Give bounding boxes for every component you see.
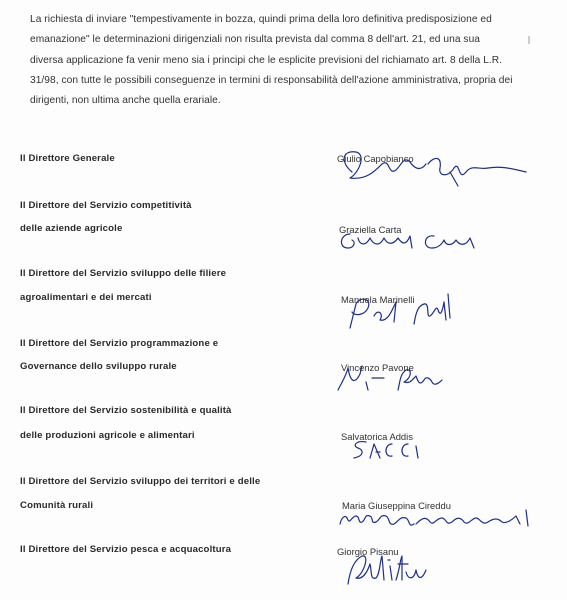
signatory-title: Il Direttore del Servizio sviluppo delle filiere — [20, 268, 227, 279]
signatory-name: Vincenzo Pavone — [341, 362, 414, 373]
signatory-name: Salvatorica Addis — [341, 431, 413, 442]
signature-addis — [346, 436, 436, 462]
intro-line: La richiesta di inviare "tempestivamente in bozza, quindi prima della loro definitiva predisposizione ed — [30, 14, 492, 25]
intro-line: dirigenti, non ultima anche quella erariale. — [30, 95, 221, 107]
signatory-title: delle produzioni agricole e alimentari — [20, 430, 195, 441]
signatory-name: Giorgio Pisanu — [337, 546, 399, 557]
signatory-title: delle aziende agricole — [20, 223, 123, 234]
intro-line: 31/98, con tutte le possibili conseguenze in termini di responsabilità dell'azione amministrativa, propria dei — [30, 74, 513, 86]
signatory-title: Governance dello sviluppo rurale — [20, 361, 177, 372]
signature-carta — [336, 228, 496, 254]
signatory-name: Maria Giuseppina Cireddu — [342, 500, 451, 511]
signatory-title: Il Direttore del Servizio pesca e acquacoltura — [20, 544, 232, 555]
signatory-title: Il Direttore del Servizio sviluppo dei territori e delle — [20, 476, 261, 487]
signatory-title: Comunità rurali — [20, 500, 94, 511]
signatory-name: Graziella Carta — [339, 224, 402, 235]
signatory-title: Il Direttore del Servizio competitività — [20, 200, 192, 211]
signatory-title: Il Direttore del Servizio programmazione e — [20, 338, 219, 349]
signatory-name: Manuela Marinelli — [341, 294, 415, 305]
intro-line: diversa applicazione fa venir meno sia i principi che le esplicite previsioni del richiamato art. 8 della L.R. — [30, 54, 503, 66]
signature-capobianco — [330, 142, 550, 190]
intro-line: emanazione" le determinazioni dirigenziali non risulta prevista dal comma 8 dell'art. 21, ed una sua — [30, 34, 481, 46]
signature-cireddu — [336, 504, 546, 532]
intro-paragraph — [30, 10, 535, 111]
signatory-title: Il Direttore del Servizio sostenibilità e qualità — [20, 405, 232, 416]
signature-pavone — [332, 362, 452, 398]
signature-pisanu — [340, 550, 430, 590]
signatory-name: Giulio Capobianco — [337, 153, 414, 164]
signatory-title: agroalimentari e dei mercati — [20, 292, 152, 303]
signature-marinelli — [344, 290, 464, 332]
scan-mark — [528, 36, 530, 44]
signatory-title: Il Direttore Generale — [20, 153, 115, 164]
